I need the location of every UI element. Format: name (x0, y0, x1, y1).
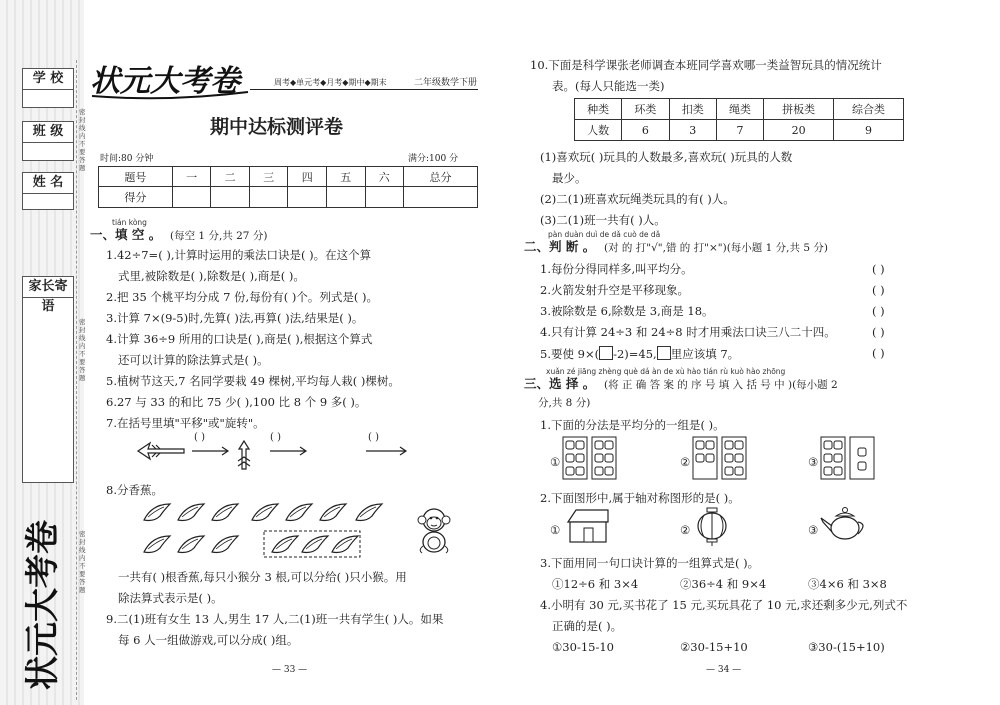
house-icon (564, 508, 612, 548)
brand-logo (88, 58, 253, 106)
score-label-cell: 得分 (99, 187, 173, 208)
section1-note: (每空 1 分,共 27 分) (170, 230, 268, 242)
choice-4b: 正确的是( )。 (552, 619, 623, 633)
score-cell[interactable] (288, 187, 327, 208)
question-9a: 9.二(1)班有女生 13 人,男生 17 人,二(1)班一共有学生( )人。如果 (106, 612, 444, 626)
judge-5-post: 里应该填 7。 (670, 347, 740, 361)
judge-1: 1.每份分得同样多,叫平均分。 (540, 262, 693, 276)
lantern-icon (694, 506, 730, 550)
score-cell[interactable] (211, 187, 250, 208)
score-table (98, 166, 478, 208)
score-header-cell: 三 (249, 167, 288, 187)
seal-text-bottom: 密封线内不要答题 (79, 530, 86, 594)
grade-label: 二年级数学下册 (414, 78, 478, 88)
option-1-marker: ① (550, 455, 561, 469)
time-label: 时间:80 分钟 (100, 154, 154, 164)
survey-row-label: 人数 (575, 120, 622, 141)
sec3-pinyin: xuǎn zé jiāng zhèng què dá àn de xù hào tián rù kuò hào zhōng (546, 367, 786, 376)
survey-header-cell: 扣类 (669, 99, 716, 120)
seal-text-middle: 密封线内不要答题 (79, 318, 86, 382)
survey-header-cell: 综合类 (834, 99, 904, 120)
name-box[interactable] (22, 172, 74, 210)
question-7: 7.在括号里填"平移"或"旋转"。 (106, 416, 265, 430)
choice-3-option-3: ③4×6 和 3×8 (808, 577, 887, 591)
survey-header-cell: 拼板类 (764, 99, 834, 120)
section1-title: 一、填 空 。 (90, 227, 162, 242)
page-number-left: — 33 — (272, 665, 308, 675)
question-1a: 1.42÷7=( ),计算时运用的乘法口诀是( )。在这个算 (106, 248, 372, 262)
judge-blank-3[interactable]: ( ) (872, 304, 885, 318)
sec2-pinyin: pàn duàn duì de dǎ cuò de dǎ (548, 230, 661, 239)
choice-4a: 4.小明有 30 元,买书花了 15 元,买玩具花了 10 元,求还剩多少元,列式不 (540, 598, 908, 612)
question-8a: 一共有( )根香蕉,每只小猴分 3 根,可以分给( )只小猴。用 (118, 570, 407, 584)
score-header-cell: 二 (211, 167, 250, 187)
judge-5-mid: -2)=45, (613, 347, 657, 361)
survey-header-cell: 种类 (575, 99, 622, 120)
question-6: 6.27 与 33 的和比 75 少( ),100 比 8 个 9 多( )。 (106, 395, 367, 409)
class-label: 班 级 (23, 122, 73, 143)
choice-3-option-2: ②36÷4 和 9×4 (680, 577, 767, 591)
score-cell[interactable] (365, 187, 404, 208)
teapot-icon (818, 506, 872, 546)
section3-note: (将 正 确 答 案 的 序 号 填 入 括 号 中 )(每小题 2 (604, 379, 838, 391)
monkey-illustration (410, 506, 458, 558)
question-4a: 4.计算 36÷9 所用的口诀是( ),商是( ),根据这个算式 (106, 332, 373, 346)
double-arrow-icon (138, 443, 184, 459)
question-10a: 10.下面是科学课张老师调查本班同学喜欢哪一类益智玩具的情况统计 (530, 58, 882, 72)
survey-value-cell: 20 (764, 120, 834, 141)
survey-value-cell: 9 (834, 120, 904, 141)
section2-title: 二、判 断 。 (524, 239, 596, 254)
arrow-figures (136, 439, 456, 475)
seal-text-top: 密封线内不要答题 (79, 108, 86, 172)
score-cell[interactable] (326, 187, 365, 208)
question-9b: 每 6 人一组做游戏,可以分成( )组。 (118, 633, 299, 647)
judge-blank-2[interactable]: ( ) (872, 283, 885, 297)
option-3-marker: ③ (808, 523, 819, 537)
score-header-cell: 六 (365, 167, 404, 187)
survey-value-cell: 7 (716, 120, 763, 141)
question-4b: 还可以计算的除法算式是( )。 (118, 353, 269, 367)
score-header-cell: 题号 (99, 167, 173, 187)
score-cell[interactable] (249, 187, 288, 208)
bananas-figure (136, 500, 396, 564)
question-10b: 表。(每人只能选一类) (552, 79, 665, 93)
question-10-2: (2)二(1)班喜欢玩绳类玩具的有( )人。 (540, 192, 735, 206)
choice-4-option-3: ③30-(15+10) (808, 640, 885, 654)
question-2: 2.把 35 个桃平均分成 7 份,每份有( )个。列式是( )。 (106, 290, 378, 304)
option-2-marker: ② (680, 523, 691, 537)
vertical-arrow-icon (238, 441, 250, 469)
survey-value-cell: 3 (669, 120, 716, 141)
question-10-1a: (1)喜欢玩( )玩具的人数最多,喜欢玩( )玩具的人数 (540, 150, 793, 164)
class-box[interactable] (22, 121, 74, 161)
domino-option-2 (692, 436, 748, 484)
option-3-marker: ③ (808, 455, 819, 469)
toy-survey-table (574, 98, 904, 141)
judge-4: 4.只有计算 24÷3 和 24÷8 时才用乘法口诀三八二十四。 (540, 325, 836, 339)
score-cell[interactable] (172, 187, 211, 208)
name-label: 姓 名 (23, 173, 73, 194)
strip-brand-logo (24, 490, 64, 695)
choice-4-option-1: ①30-15-10 (552, 640, 614, 654)
svg-text:状元大考卷: 状元大考卷 (90, 64, 240, 99)
option-2-marker: ② (680, 455, 691, 469)
judge-blank-1[interactable]: ( ) (872, 262, 885, 276)
question-3: 3.计算 7×(9-5)时,先算( )法,再算( )法,结果是( )。 (106, 311, 364, 325)
judge-5-pre: 5.要使 9×( (540, 347, 600, 361)
school-box[interactable] (22, 68, 74, 108)
svg-text:状元大考卷: 状元大考卷 (24, 520, 63, 690)
empty-box-icon (657, 346, 671, 360)
question-1b: 式里,被除数是( ),除数是( ),商是( )。 (118, 269, 305, 283)
survey-header-cell: 环类 (622, 99, 669, 120)
blank-arrow-1[interactable]: ( ) (194, 432, 205, 443)
question-10-3: (3)二(1)班一共有( )人。 (540, 213, 666, 227)
survey-header-cell: 绳类 (716, 99, 763, 120)
choice-4-option-2: ②30-15+10 (680, 640, 748, 654)
parent-note-label: 家长寄语 (23, 277, 73, 298)
score-header-cell: 总分 (404, 167, 478, 187)
judge-5 (540, 346, 739, 361)
section2-note: (对 的 打"√",错 的 打"×")(每小题 1 分,共 5 分) (604, 242, 828, 254)
score-header-cell: 四 (288, 167, 327, 187)
choice-3: 3.下面用同一句口诀计算的一组算式是( )。 (540, 556, 760, 570)
option-1-marker: ① (550, 523, 561, 537)
choice-3-option-1: ①12÷6 和 3×4 (552, 577, 639, 591)
right-arrow-icon (192, 447, 228, 455)
judge-blank-4[interactable]: ( ) (872, 325, 885, 339)
header-rule (250, 89, 478, 90)
exam-types: 周考◆单元考◆月考◆期中◆期末 (274, 78, 387, 87)
sec1-pinyin: tián kòng (112, 218, 147, 227)
survey-value-cell: 6 (622, 120, 669, 141)
choice-1: 1.下面的分法是平均分的一组是( )。 (540, 418, 725, 432)
question-8: 8.分香蕉。 (106, 483, 163, 497)
question-8b: 除法算式表示是( )。 (118, 591, 223, 605)
domino-option-1 (562, 436, 618, 484)
section3-title: 三、选 择 。 (524, 376, 596, 391)
blank-arrow-3[interactable]: ( ) (368, 432, 379, 443)
seal-line (76, 60, 77, 700)
page-number-right: — 34 — (706, 665, 742, 675)
full-score-label: 满分:100 分 (408, 154, 459, 164)
section3-note-2: 分,共 8 分) (538, 397, 591, 409)
right-arrow-icon (270, 447, 306, 455)
choice-2: 2.下面图形中,属于轴对称图形的是( )。 (540, 491, 740, 505)
right-arrow-icon (366, 447, 406, 455)
judge-3: 3.被除数是 6,除数是 3,商是 18。 (540, 304, 714, 318)
question-5: 5.植树节这天,7 名同学要栽 49 棵树,平均每人栽( )棵树。 (106, 374, 400, 388)
domino-option-3 (820, 436, 876, 484)
parent-note-box[interactable] (22, 276, 74, 483)
question-10-1b: 最少。 (552, 171, 587, 185)
page-title: 期中达标测评卷 (210, 116, 344, 138)
score-header-cell: 一 (172, 167, 211, 187)
score-cell[interactable] (404, 187, 478, 208)
empty-box-icon (599, 346, 613, 360)
school-label: 学 校 (23, 69, 73, 90)
judge-blank-5[interactable]: ( ) (872, 346, 885, 360)
judge-2: 2.火箭发射升空是平移现象。 (540, 283, 689, 297)
blank-arrow-2[interactable]: ( ) (270, 432, 281, 443)
score-header-cell: 五 (326, 167, 365, 187)
